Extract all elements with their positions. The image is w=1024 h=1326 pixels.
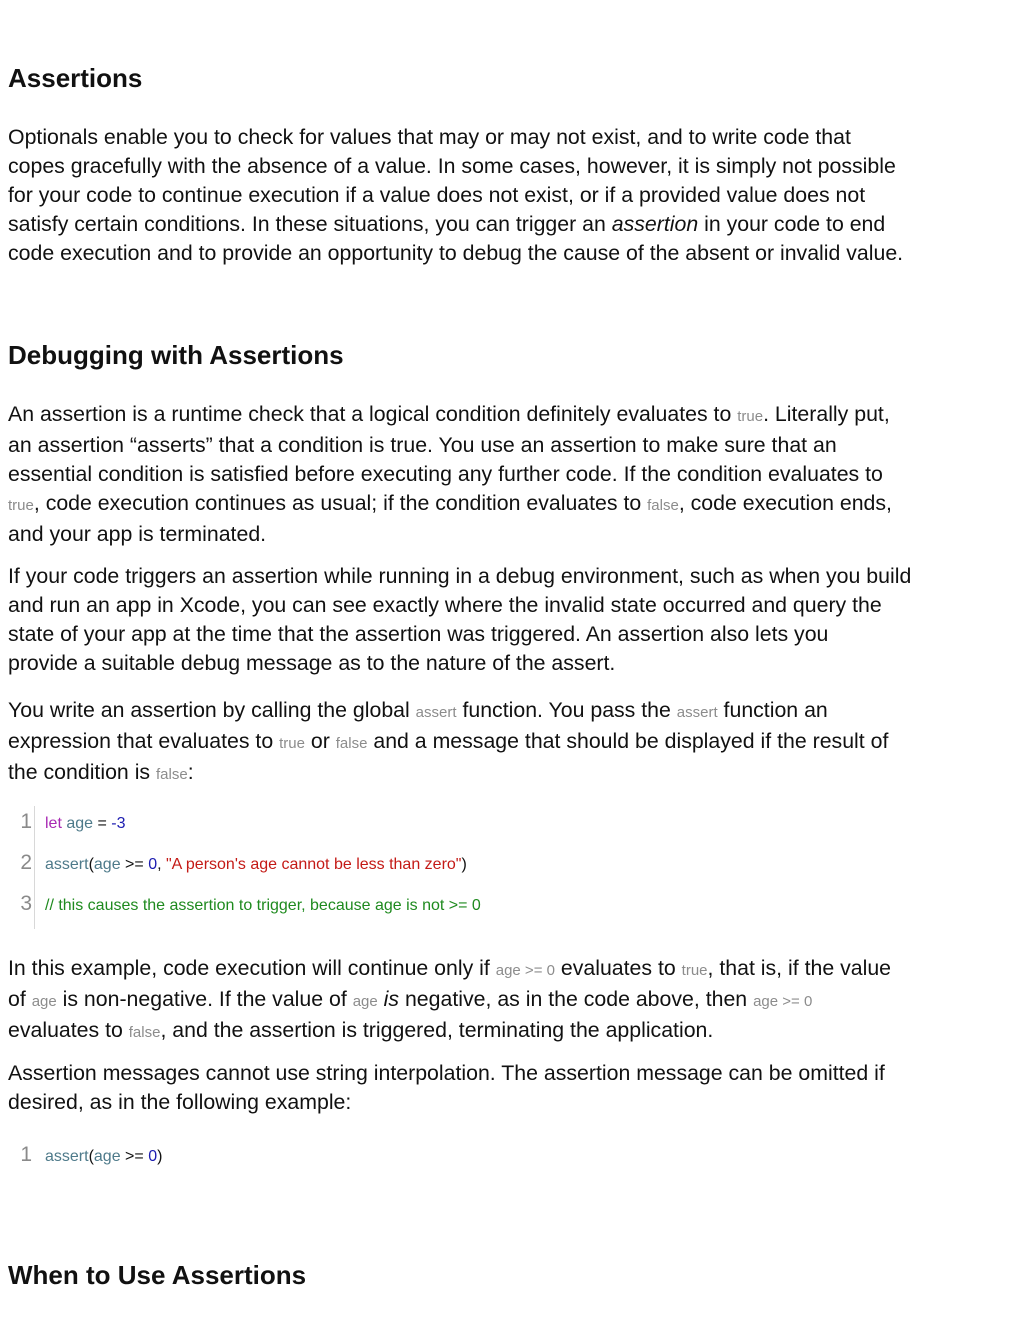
inline-code: age — [352, 993, 378, 1010]
code-block-assert-no-message — [8, 1139, 1016, 1180]
inline-code: age >= 0 — [753, 993, 813, 1010]
heading-debugging-with-assertions: Debugging with Assertions — [8, 340, 344, 370]
inline-code: assert — [676, 704, 718, 721]
line-number: 1 — [20, 1143, 32, 1166]
inline-code: age >= 0 — [495, 962, 555, 979]
code-line — [8, 888, 1016, 929]
paragraph-assert-function: You write an assertion by calling the global assert function. You pass the assert function an expression that evaluates to true or false and a message that should be displayed if the result of the condition is false: — [8, 698, 889, 784]
paragraph-debug-environment: If your code triggers an assertion while running in a debug environment, such as when you build and run an app in Xcode, you can see exactly where the invalid state occurred and query the state of your app at the time that the assertion was triggered. An assertion also lets you provide a suitable debug message as to the nature of the assert. — [8, 564, 912, 675]
paragraph-example-explanation: In this example, code execution will continue only if age >= 0 evaluates to true, that is, if the value of age is non-negative. If the value of age is negative, as in the code above, then age >= 0 evaluates to false, and the assertion is triggered, terminating the application. — [8, 956, 892, 1042]
code-text: // this causes the assertion to trigger, because age is not >= 0 — [45, 897, 481, 914]
inline-code: false — [647, 497, 679, 514]
inline-code: true — [8, 497, 34, 514]
line-number: 3 — [20, 892, 32, 915]
code-block-assert-example — [8, 806, 1016, 929]
inline-code: assert — [415, 704, 457, 721]
code-text: assert(age >= 0, "A person's age cannot be less than zero") — [45, 856, 467, 873]
code-line — [8, 806, 1016, 847]
heading-when-to-use-assertions: When to Use Assertions — [8, 1260, 307, 1290]
inline-code: true — [681, 962, 708, 979]
line-number: 2 — [20, 851, 32, 874]
paragraph-assertion-messages: Assertion messages cannot use string interpolation. The assertion message can be omitted if desired, as in the following example: — [8, 1061, 885, 1114]
paragraph-optionals-intro: Optionals enable you to check for values that may or may not exist, and to write code that copes gracefully with the absence of a value. In some cases, however, it is simply not possible for your code to continue execution if a value does not exist, or if a provided value does not satisfy certain conditions. In these situations, you can trigger an assertion in your code to end code execution and to provide an opportunity to debug the cause of the absent or invalid value. — [8, 125, 904, 265]
line-number: 1 — [20, 810, 32, 833]
heading-assertions: Assertions — [8, 63, 143, 93]
emphasis-is: is — [383, 987, 400, 1011]
inline-code: false — [128, 1024, 161, 1041]
inline-code: false — [156, 766, 188, 783]
code-line — [8, 1139, 1016, 1180]
code-line — [8, 847, 1016, 888]
inline-code: age — [31, 993, 57, 1010]
code-text: assert(age >= 0) — [45, 1148, 163, 1165]
inline-code: false — [335, 735, 368, 752]
inline-code: true — [279, 735, 305, 752]
inline-code: true — [737, 408, 764, 425]
paragraph-assertion-definition: An assertion is a runtime check that a logical condition definitely evaluates to true. Literally put, an assertion “asserts” that a condition is true. You use an assertion to make sure that an essential condition is satisfied before executing any further code. If the condition evaluates to true, code execution continues as usual; if the condition evaluates to false, code execution ends, and your app is terminated. — [8, 402, 892, 546]
code-text: let age = -3 — [45, 815, 126, 832]
emphasis-assertion: assertion — [611, 212, 699, 236]
